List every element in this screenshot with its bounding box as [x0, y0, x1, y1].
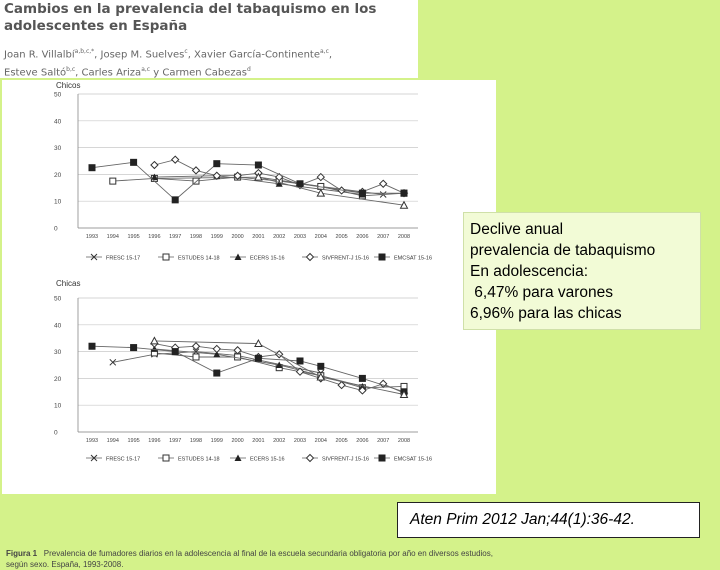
- y-tick-label: 10: [54, 198, 62, 206]
- chart-title: Chicos: [56, 81, 81, 90]
- author-affiliation: d: [247, 66, 251, 74]
- filled-square-marker: [379, 254, 385, 260]
- author-garcia: , Xavier García-Continente: [187, 49, 320, 61]
- open-diamond-marker: [193, 167, 200, 174]
- filled-square-marker: [214, 370, 220, 376]
- filled-square-marker: [131, 159, 137, 165]
- author-suelves: , Josep M. Suelves: [94, 49, 185, 61]
- x-tick-label: 2006: [356, 234, 369, 240]
- legend-label: SIVFRENT-J 15-16: [322, 255, 370, 262]
- x-tick-label: 1993: [85, 234, 99, 240]
- open-square-marker: [193, 354, 199, 360]
- open-diamond-marker: [380, 180, 387, 187]
- author-affiliation: a,c: [319, 48, 329, 55]
- legend-label: SIVFRENT-J 15-16: [322, 456, 370, 463]
- open-diamond-marker: [307, 254, 314, 261]
- filled-square-marker: [297, 181, 303, 187]
- filled-square-marker: [89, 343, 95, 349]
- figure-caption: [6, 548, 496, 570]
- x-tick-label: 1997: [169, 234, 182, 240]
- filled-square-marker: [359, 375, 365, 381]
- author-affiliation: a,b,c,*: [74, 48, 95, 55]
- x-tick-label: 1997: [169, 438, 182, 444]
- x-tick-label: 1995: [127, 234, 140, 240]
- filled-square-marker: [131, 345, 137, 351]
- legend-label: EMCSAT 15-16: [394, 456, 433, 463]
- author-affiliation: a,c: [141, 66, 151, 74]
- y-tick-label: 0: [54, 429, 58, 437]
- x-tick-label: 2002: [273, 438, 286, 444]
- x-tick-label: 2007: [377, 234, 390, 240]
- legend: [86, 254, 432, 262]
- series-fresc-15-17: [151, 174, 386, 197]
- x-tick-label: 1996: [148, 234, 161, 240]
- x-tick-label: 1994: [106, 438, 119, 444]
- legend-label: ESTUDES 14-18: [178, 456, 220, 463]
- x-tick-label: 1996: [148, 438, 161, 444]
- x-tick-label: 2003: [293, 438, 307, 444]
- x-tick-label: 1993: [85, 438, 99, 444]
- article-authors: [4, 44, 416, 81]
- open-square-marker: [110, 178, 116, 184]
- article-header: [0, 0, 418, 78]
- y-tick-label: 40: [54, 322, 62, 330]
- x-tick-label: 2001: [252, 438, 265, 444]
- y-tick-label: 30: [54, 349, 62, 357]
- filled-square-marker: [214, 161, 220, 167]
- figure-caption-text: Prevalencia de fumadores diarios en la adolescencia al final de la escuela secundaria obligatoria por año en diversos estudios, según sexo. España, 1993-2008.: [6, 549, 493, 569]
- filled-square-marker: [401, 190, 407, 196]
- x-tick-label: 2006: [356, 438, 369, 444]
- open-diamond-marker: [151, 162, 158, 169]
- y-tick-label: 0: [54, 225, 58, 233]
- y-tick-label: 20: [54, 375, 62, 383]
- y-tick-label: 40: [54, 118, 62, 126]
- author-affiliation: c: [184, 48, 188, 55]
- author-salto: Esteve Saltó: [4, 67, 67, 79]
- x-tick-label: 1995: [127, 438, 140, 444]
- filled-square-marker: [89, 165, 95, 171]
- filled-square-marker: [255, 162, 261, 168]
- x-tick-label: 2001: [252, 234, 265, 240]
- figure-caption-label: Figura 1: [6, 549, 38, 558]
- filled-square-marker: [255, 355, 261, 361]
- series-emcsat-15-16: [89, 159, 407, 203]
- author-cabezas: y Carmen Cabezas: [150, 67, 248, 79]
- y-tick-label: 50: [54, 295, 62, 303]
- x-tick-label: 2005: [335, 234, 348, 240]
- authors-line-1: [4, 44, 416, 62]
- author-villalbi: Joan R. Villalbí: [4, 49, 75, 61]
- chart-panel-chicas: [54, 279, 432, 463]
- legend-label: ESTUDES 14-18: [178, 255, 220, 262]
- article-title: Cambios en la prevalencia del tabaquismo en los adolescentes en España: [4, 1, 377, 34]
- citation: Aten Prim 2012 Jan;44(1):36-42.: [397, 502, 700, 538]
- x-tick-label: 2004: [314, 234, 327, 240]
- figure-panel: [2, 80, 496, 569]
- note-line: En adolescencia:: [470, 263, 589, 280]
- legend-label: ECERS 15-16: [250, 456, 285, 463]
- note-line: Declive anual: [470, 221, 564, 238]
- legend-label: FRESC 15-17: [106, 255, 141, 262]
- filled-square-marker: [297, 358, 303, 364]
- open-square-marker: [163, 254, 169, 260]
- author-separator: ,: [328, 49, 333, 61]
- author-affiliation: b,c: [66, 66, 76, 74]
- chart-svg: [2, 80, 496, 468]
- open-diamond-marker: [172, 156, 179, 163]
- x-tick-label: 2008: [397, 234, 411, 240]
- x-tick-label: 2007: [377, 438, 390, 444]
- legend-label: FRESC 15-17: [106, 456, 141, 463]
- legend-label: EMCSAT 15-16: [394, 255, 433, 262]
- note-line: 6,96% para las chicas: [470, 305, 622, 322]
- x-tick-label: 1999: [210, 234, 223, 240]
- open-square-marker: [235, 354, 241, 360]
- filled-square-marker: [359, 190, 365, 196]
- open-diamond-marker: [307, 455, 314, 462]
- note-line: 6,47% para varones: [470, 284, 614, 301]
- x-tick-label: 2005: [335, 438, 348, 444]
- legend: [86, 455, 432, 463]
- filled-square-marker: [172, 197, 178, 203]
- author-ariza: , Carles Ariza: [75, 67, 142, 79]
- filled-square-marker: [318, 363, 324, 369]
- note-line: prevalencia de tabaquismo: [470, 242, 656, 259]
- filled-square-marker: [379, 455, 385, 461]
- x-tick-label: 1999: [210, 438, 223, 444]
- authors-line-2: [4, 62, 416, 80]
- x-tick-label: 2000: [231, 438, 244, 444]
- x-tick-label: 1998: [189, 438, 203, 444]
- x-tick-label: 2003: [293, 234, 307, 240]
- chart-title: Chicas: [56, 279, 81, 288]
- y-tick-label: 10: [54, 402, 62, 410]
- x-tick-label: 1994: [106, 234, 119, 240]
- y-tick-label: 30: [54, 145, 62, 153]
- x-tick-label: 2002: [273, 234, 286, 240]
- chart-panel-chicos: [54, 81, 432, 262]
- x-tick-label: 2000: [231, 234, 244, 240]
- x-tick-label: 1998: [189, 234, 203, 240]
- y-tick-label: 20: [54, 171, 62, 179]
- filled-square-marker: [172, 349, 178, 355]
- legend-label: ECERS 15-16: [250, 255, 285, 262]
- x-tick-label: 2008: [397, 438, 411, 444]
- y-tick-label: 50: [54, 91, 62, 99]
- summary-note: [463, 212, 701, 330]
- open-square-marker: [163, 455, 169, 461]
- x-tick-label: 2004: [314, 438, 327, 444]
